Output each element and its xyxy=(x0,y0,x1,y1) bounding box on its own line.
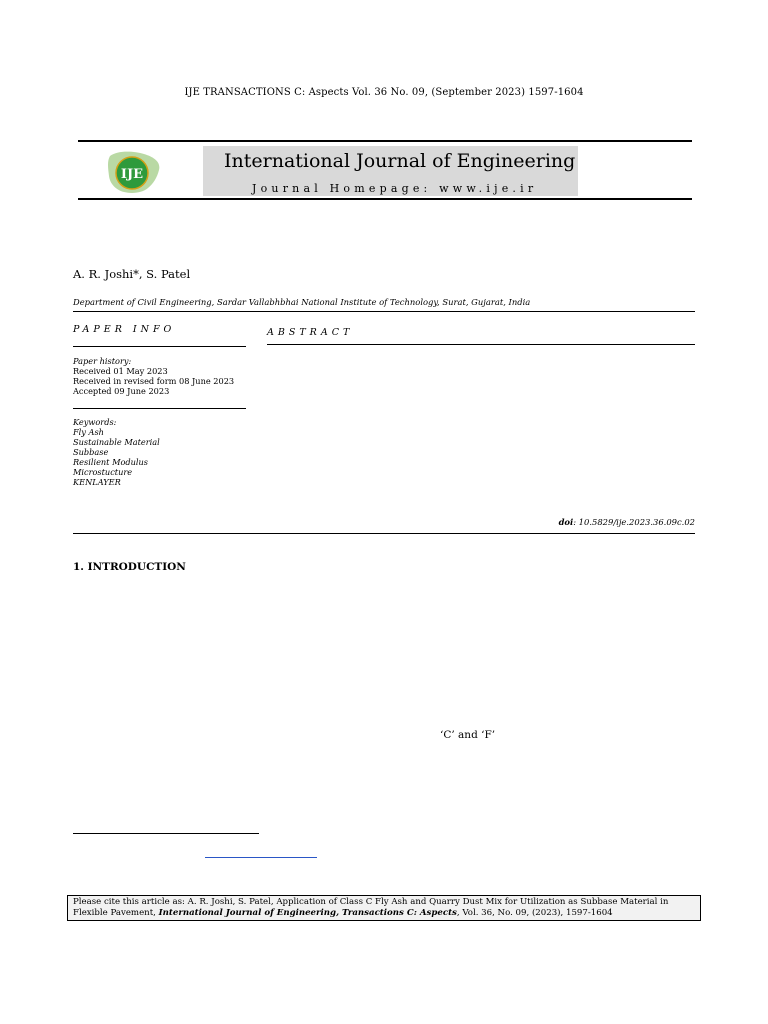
body-text-fragment: ‘C’ and ‘F’ xyxy=(440,729,496,741)
abstract-heading: ABSTRACT xyxy=(267,327,354,338)
logo-lettering: IJE xyxy=(120,167,144,182)
masthead-bottom-rule xyxy=(78,198,692,200)
keyword-item: KENLAYER xyxy=(73,477,121,487)
section-heading-introduction: 1. INTRODUCTION xyxy=(73,561,186,573)
paper-info-rule xyxy=(73,346,246,347)
journal-name: International Journal of Engineering xyxy=(224,150,576,172)
history-rule xyxy=(73,408,246,409)
accepted-date: Accepted 09 June 2023 xyxy=(73,386,170,396)
doi-label: doi xyxy=(558,517,574,527)
keyword-item: Resilient Modulus xyxy=(73,457,148,467)
ije-logo-icon xyxy=(104,148,166,196)
citation-journal: International Journal of Engineering, Transactions C: Aspects xyxy=(158,908,457,918)
running-head: IJE TRANSACTIONS C: Aspects Vol. 36 No. 09, (September 2023) 1597-1604 xyxy=(184,87,584,98)
paper-info-heading: PAPER INFO xyxy=(73,324,176,335)
masthead-top-rule xyxy=(78,140,692,142)
footnote-email-link[interactable] xyxy=(205,857,317,858)
citation-box xyxy=(67,895,701,921)
received-date: Received 01 May 2023 xyxy=(73,366,168,376)
keyword-item: Microstucture xyxy=(73,467,133,477)
author-names: A. R. Joshi*, S. Patel xyxy=(73,267,191,281)
paper-history xyxy=(73,356,234,396)
keyword-item: Fly Ash xyxy=(73,427,104,437)
doi[interactable] xyxy=(559,517,695,527)
citation-prefix: Please cite this article as: A. R. Joshi, S. Patel, Application of Class C Fly Ash and Quarry Dust Mix for Utilization as Subbase Material in Flexible Pavement, xyxy=(73,897,669,918)
keywords-block xyxy=(73,417,160,487)
citation-suffix: , Vol. 36, No. 09, (2023), 1597-1604 xyxy=(456,908,613,918)
revised-date: Received in revised form 08 June 2023 xyxy=(73,376,235,386)
keyword-item: Subbase xyxy=(73,447,109,457)
abstract-rule xyxy=(267,344,695,345)
keyword-item: Sustainable Material xyxy=(73,437,160,447)
keywords-label: Keywords: xyxy=(73,417,117,427)
affiliation: Department of Civil Engineering, Sardar Vallabhbhai National Institute of Technology, Surat, Gujarat, India xyxy=(73,297,531,307)
authors xyxy=(73,267,190,281)
journal-logo xyxy=(104,148,166,196)
doi-rule xyxy=(73,533,695,534)
doi-value: : 10.5829/ije.2023.36.09c.02 xyxy=(573,517,695,527)
affiliation-rule xyxy=(73,311,695,312)
journal-homepage[interactable]: Journal Homepage: www.ije.ir xyxy=(252,182,538,195)
paper-history-label: Paper history: xyxy=(73,356,132,366)
footnote-rule xyxy=(73,833,259,834)
